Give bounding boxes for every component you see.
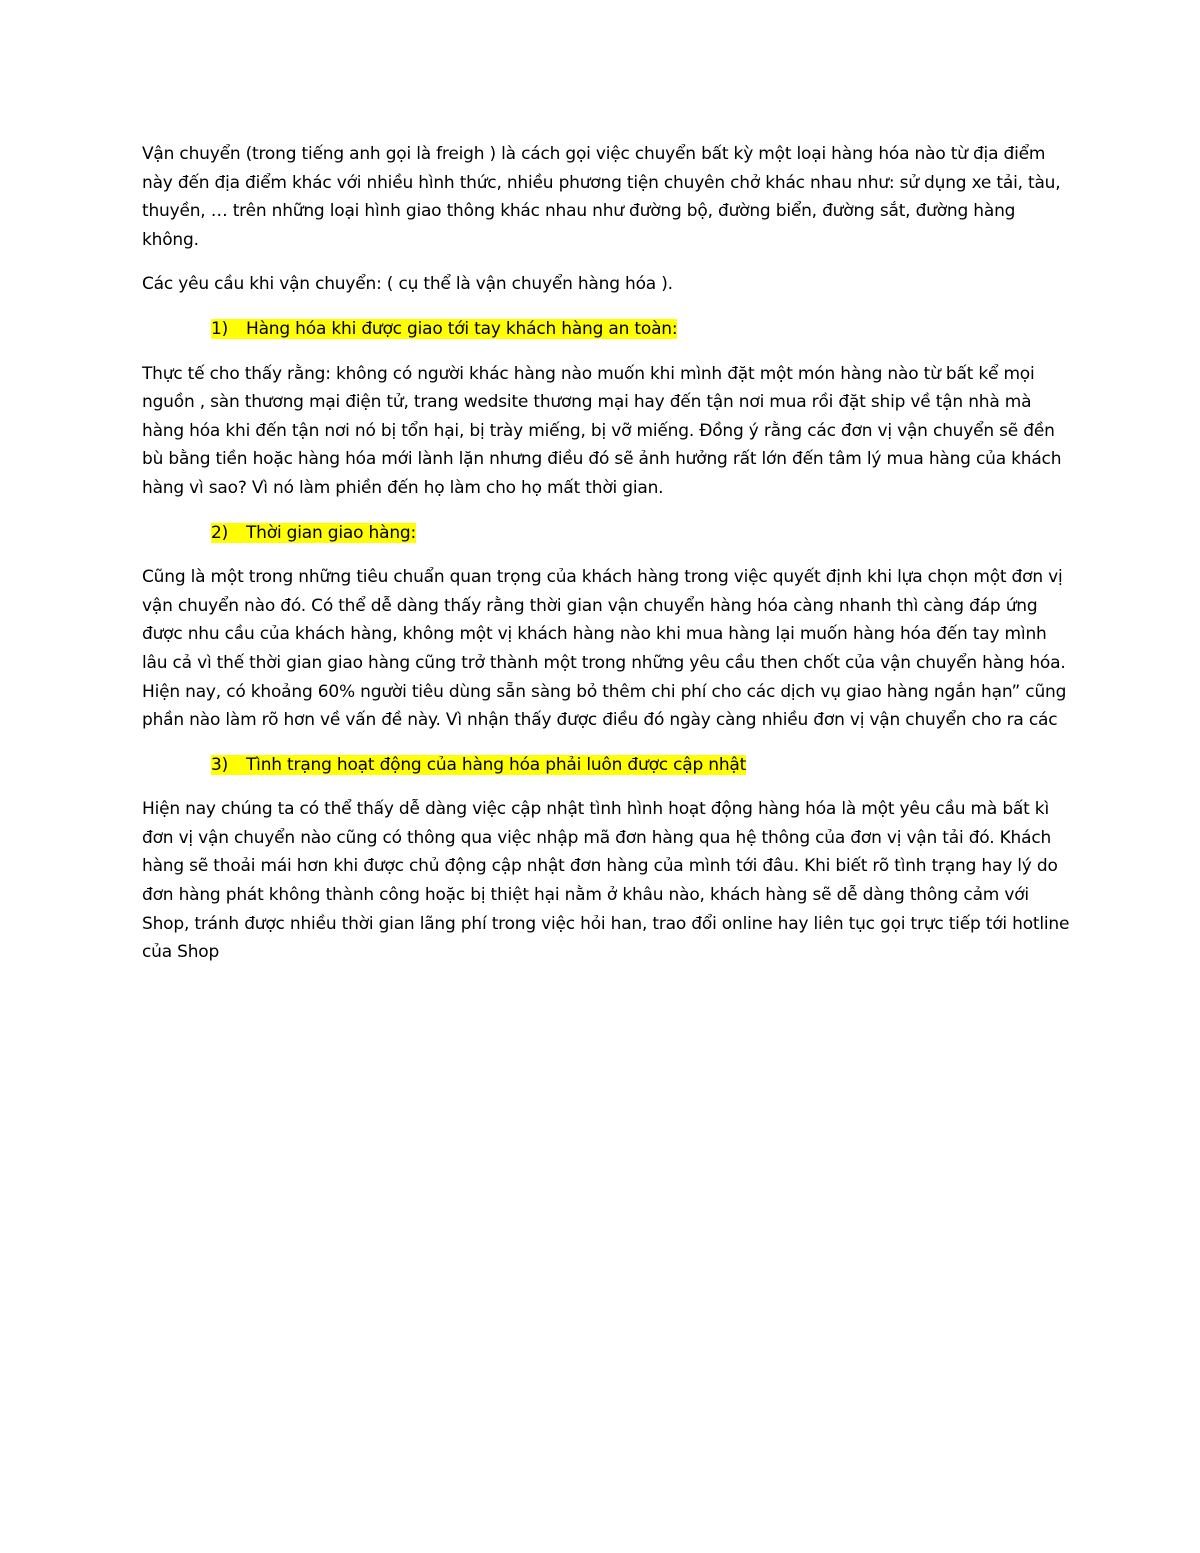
section-heading-3 [211, 751, 1076, 780]
section-body-1: Thực tế cho thấy rằng: không có người khác hàng nào muốn khi mình đặt một món hàng nào từ bất kể mọi nguồn , sàn thương mại điện tử, trang wedsite thương mại hay đến tận nơi mua rồi đặt ship về tận nhà mà hàng hóa khi đến tận nơi nó bị tổn hại, bị trày miếng, bị vỡ miếng. Đồng ý rằng các đơn vị vận chuyển sẽ đền bù bằng tiền hoặc hàng hóa mới lành lặn nhưng điều đó sẽ ảnh hưởng rất lớn đến tâm lý mua hàng của khách hàng vì sao? Vì nó làm phiền đến họ làm cho họ mất thời gian. [142, 363, 1062, 498]
document-body [142, 140, 1076, 983]
highlighted-heading [211, 755, 746, 775]
requirements-intro: Các yêu cầu khi vận chuyển: ( cụ thể là vận chuyển hàng hóa ). [142, 274, 673, 295]
section-heading-text: Thời gian giao hàng: [246, 522, 417, 543]
intro-paragraph: Vận chuyển (trong tiếng anh gọi là freigh ) là cách gọi việc chuyển bất kỳ một loại hàng hóa nào từ địa điểm này đến địa điểm khác với nhiều hình thức, nhiều phương tiện chuyên chở khác nhau như: sử dụng xe tải, tàu, thuyền, … trên những loại hình giao thông khác nhau như đường bộ, đường biển, đường sắt, đường hàng không. [142, 144, 1061, 250]
section-heading-2 [211, 519, 1076, 548]
section-body-3: Hiện nay chúng ta có thể thấy dễ dàng việc cập nhật tình hình hoạt động hàng hóa là một yêu cầu mà bất kì đơn vị vận chuyển nào cũng có thông qua việc nhập mã đơn hàng qua hệ thông của đơn vị vận tải đó. Khách hàng sẽ thoải mái hơn khi được chủ động cập nhật đơn hàng của mình tới đâu. Khi biết rõ tình trạng hay lý do đơn hàng phát không thành công hoặc bị thiệt hại nằm ở khâu nào, khách hàng sẽ dễ dàng thông cảm với Shop, tránh được nhiều thời gian lãng phí trong việc hỏi han, trao đổi online hay liên tục gọi trực tiếp tới hotline của Shop [142, 799, 1070, 963]
highlighted-heading [211, 319, 677, 339]
section-number: 1) [211, 318, 229, 339]
section-number: 3) [211, 754, 229, 775]
section-heading-text: Hàng hóa khi được giao tới tay khách hàng an toàn: [246, 318, 678, 339]
section-heading-text: Tình trạng hoạt động của hàng hóa phải luôn được cập nhật [246, 754, 747, 775]
section-body-2: Cũng là một trong những tiêu chuẩn quan trọng của khách hàng trong việc quyết định khi lựa chọn một đơn vị vận chuyển nào đó. Có thể dễ dàng thấy rằng thời gian vận chuyển hàng hóa càng nhanh thì càng đáp ứng được nhu cầu của khách hàng, không một vị khách hàng nào khi mua hàng lại muốn hàng hóa đến tay mình lâu cả vì thế thời gian giao hàng cũng trở thành một trong những yêu cầu then chốt của vận chuyển hàng hóa. Hiện nay, có khoảng 60% người tiêu dùng sẵn sàng bỏ thêm chi phí cho các dịch vụ giao hàng ngắn hạn” cũng phần nào làm rõ hơn về vấn đề này. Vì nhận thấy được điều đó ngày càng nhiều đơn vị vận chuyển cho ra các [142, 567, 1067, 731]
section-number: 2) [211, 522, 229, 543]
highlighted-heading [211, 523, 416, 543]
section-heading-1 [211, 315, 1076, 344]
